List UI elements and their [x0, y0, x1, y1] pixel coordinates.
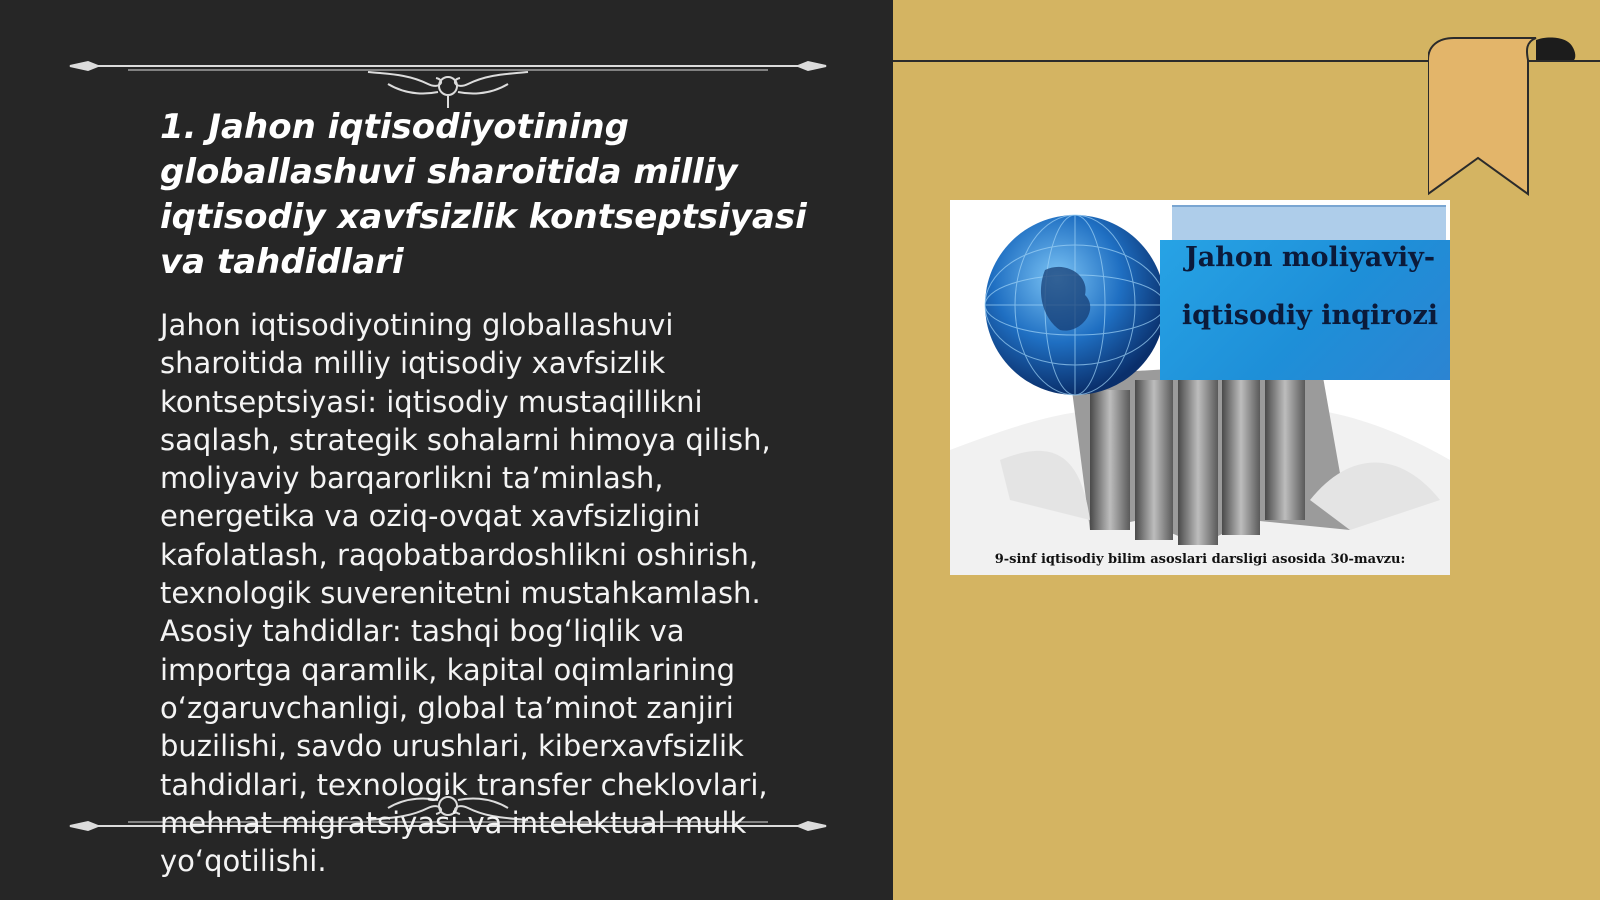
slide-body-text: Jahon iqtisodiyotining globallashuvi sharoitida milliy iqtisodiy xavfsizlik kontseptsiyasi: iqtisodiy mustaqillikni saqlash, strategik sohalarni himoya qilish, moliyaviy barqarorlikni ta’minlash, energetika va oziq-ovqat xavfsizligini kafolatlash, raqobatbardoshlikni oshirish, texnologik suverenitetni mustahkamlash. Asosiy tahdidlar: tashqi bog‘liqlik va importga qaramlik, kapital oqimlarining o‘zgaruvchanligi, global ta’minot zanjiri buzilishi, savdo urushlari, kiberxavfsizlik tahdidlari, texnologik transfer cheklovlari, mehnat migratsiyasi va intelektual mulk yo‘qotilishi. [160, 308, 771, 879]
banner-top-strip [1172, 205, 1446, 243]
image-caption: 9-sinf iqtisodiy bilim asoslari darsligi asosida 30-mavzu: [994, 552, 1406, 567]
banner-title-line2: iqtisodiy inqirozi [1181, 300, 1439, 331]
top-ornament-icon [68, 52, 828, 112]
slide-title: 1. Jahon iqtisodiyotining globallashuvi sharoitida milliy iqtisodiy xavfsizlik kontseptsiyasi va tahdidlari [160, 107, 807, 282]
bookmark-ribbon-icon [1428, 34, 1578, 199]
illustration-image [950, 200, 1450, 575]
banner-title-line1: Jahon moliyaviy- [1184, 242, 1436, 273]
